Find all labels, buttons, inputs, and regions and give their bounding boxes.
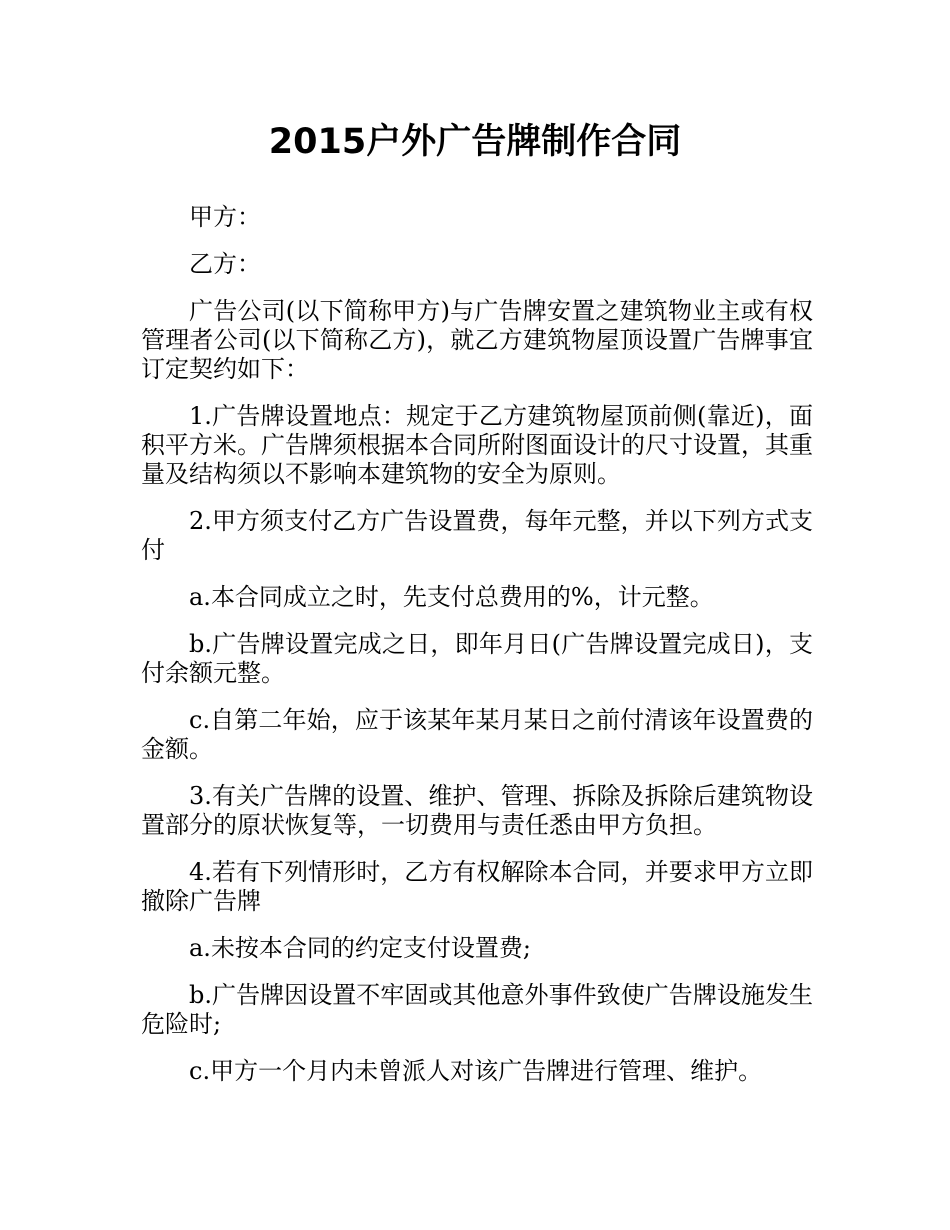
document-body bbox=[141, 203, 813, 1104]
clause-2-item-c: c.自第二年始，应于该某年某月某日之前付清该年设置费的金额。 bbox=[141, 706, 813, 763]
clause-1: 1.广告牌设置地点：规定于乙方建筑物屋顶前侧(靠近)，面积平方米。广告牌须根据本合同所附图面设计的尺寸设置，其重量及结构须以不影响本建筑物的安全为原则。 bbox=[141, 402, 813, 488]
party-b-line: 乙方： bbox=[189, 250, 261, 278]
clause-4-item-c: c.甲方一个月内未曾派人对该广告牌进行管理、维护。 bbox=[189, 1057, 763, 1085]
clause-4: 4.若有下列情形时，乙方有权解除本合同，并要求甲方立即撤除广告牌 bbox=[141, 858, 813, 915]
clause-2-item-a: a.本合同成立之时，先支付总费用的%，计元整。 bbox=[189, 583, 714, 611]
clause-2-item-b: b.广告牌设置完成之日，即年月日(广告牌设置完成日)，支付余额元整。 bbox=[141, 630, 813, 687]
clause-4-item-b: b.广告牌因设置不牢固或其他意外事件致使广告牌设施发生危险时; bbox=[141, 981, 813, 1038]
document-title: 2015户外广告牌制作合同 bbox=[268, 122, 682, 162]
clause-3: 3.有关广告牌的设置、维护、管理、拆除及拆除后建筑物设置部分的原状恢复等，一切费用与责任悉由甲方负担。 bbox=[141, 782, 813, 839]
clause-2: 2.甲方须支付乙方广告设置费，每年元整，并以下列方式支付 bbox=[141, 507, 813, 564]
clause-4-item-a: a.未按本合同的约定支付设置费; bbox=[189, 934, 532, 962]
intro-paragraph: 广告公司(以下简称甲方)与广告牌安置之建筑物业主或有权管理者公司(以下简称乙方)，就乙方建筑物屋顶设置广告牌事宜订定契约如下： bbox=[141, 297, 813, 383]
party-a-line: 甲方： bbox=[189, 203, 261, 231]
